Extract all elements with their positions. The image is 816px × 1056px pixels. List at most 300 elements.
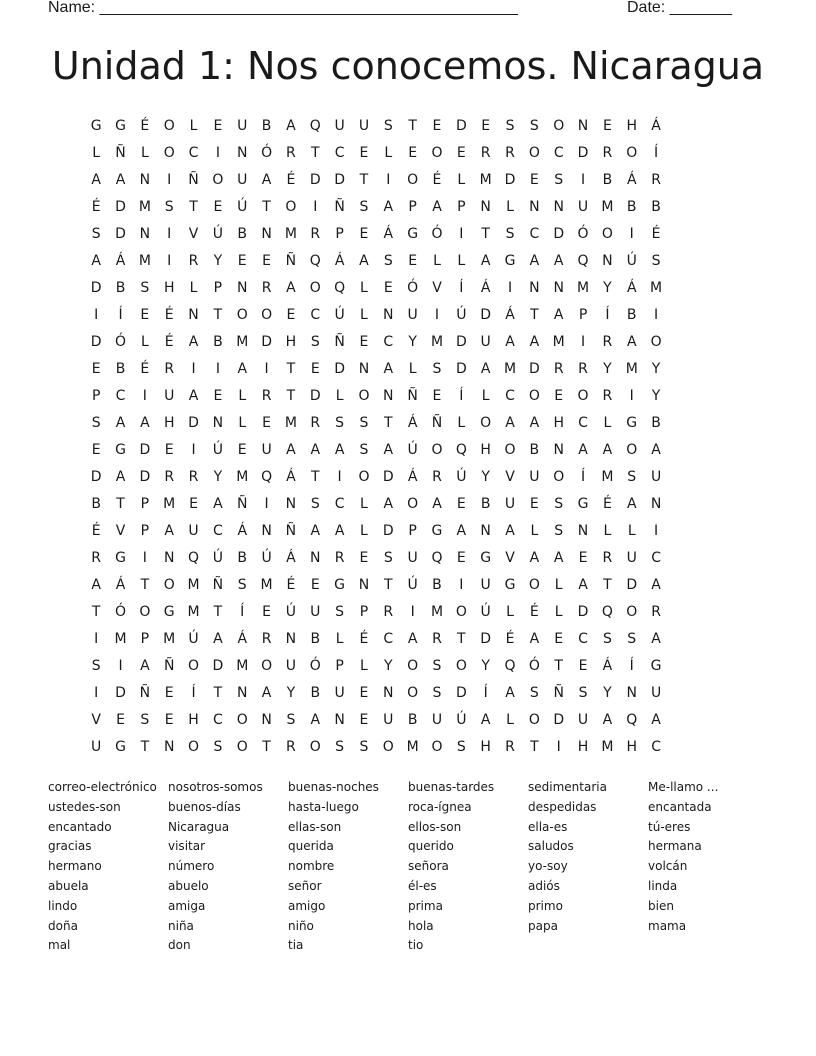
grid-letter: N bbox=[383, 685, 394, 701]
grid-letter: O bbox=[236, 712, 248, 728]
grid-letter: Á bbox=[626, 280, 637, 296]
grid-letter: R bbox=[188, 469, 199, 485]
grid-letter: D bbox=[382, 469, 394, 485]
grid-letter: I bbox=[167, 172, 172, 188]
grid-letter: Q bbox=[431, 550, 443, 566]
grid-letter: L bbox=[360, 496, 368, 512]
grid-letter: S bbox=[505, 118, 515, 134]
grid-letter: R bbox=[310, 415, 321, 431]
grid-letter: E bbox=[359, 712, 369, 728]
name-field: Name: _______________________________________________ bbox=[48, 0, 518, 16]
grid-letter: A bbox=[529, 415, 540, 431]
grid-letter: E bbox=[91, 361, 101, 377]
grid-letter: M bbox=[187, 577, 200, 593]
grid-letter: H bbox=[626, 739, 637, 755]
grid-letter: L bbox=[554, 577, 563, 593]
grid-letter: Ú bbox=[407, 577, 418, 593]
grid-letter: A bbox=[480, 361, 491, 377]
grid-letter: Ñ bbox=[139, 685, 151, 701]
grid-letter: U bbox=[164, 388, 175, 404]
word-list-item: amigo bbox=[288, 898, 326, 913]
grid-letter: Á bbox=[237, 631, 248, 647]
grid-letter: Ú bbox=[188, 631, 199, 647]
grid-letter: G bbox=[504, 577, 516, 593]
word-list-item: sedimentaria bbox=[528, 780, 607, 794]
grid-letter: L bbox=[408, 361, 417, 377]
grid-letter: O bbox=[650, 334, 662, 350]
grid-letter: Ñ bbox=[115, 145, 126, 161]
grid-letter: I bbox=[580, 172, 586, 188]
grid-letter: S bbox=[310, 334, 320, 350]
grid-letter: L bbox=[506, 199, 514, 215]
grid-letter: B bbox=[602, 172, 613, 188]
grid-letter: T bbox=[554, 658, 563, 674]
grid-letter: M bbox=[236, 469, 249, 485]
grid-letter: Á bbox=[286, 550, 296, 566]
grid-letter: Ú bbox=[237, 199, 248, 215]
grid-letter: Í bbox=[459, 280, 464, 296]
grid-letter: S bbox=[554, 523, 564, 539]
grid-letter: D bbox=[577, 145, 589, 161]
grid-letter: A bbox=[115, 415, 126, 431]
grid-letter: A bbox=[383, 199, 394, 215]
word-list-item: abuela bbox=[48, 879, 89, 893]
grid-letter: A bbox=[286, 442, 296, 458]
grid-letter: T bbox=[530, 739, 539, 755]
grid-letter: B bbox=[626, 307, 637, 323]
grid-letter: A bbox=[140, 658, 150, 674]
grid-letter: B bbox=[651, 199, 661, 215]
grid-letter: A bbox=[626, 334, 637, 350]
word-list-item: doña bbox=[48, 918, 78, 933]
grid-letter: O bbox=[236, 307, 248, 323]
grid-letter: A bbox=[529, 550, 540, 566]
grid-letter: A bbox=[505, 523, 515, 539]
grid-letter: A bbox=[553, 307, 564, 323]
grid-letter: S bbox=[627, 631, 637, 647]
grid-letter: Y bbox=[481, 469, 490, 485]
grid-letter: Y bbox=[603, 361, 612, 377]
grid-letter: P bbox=[140, 523, 150, 539]
grid-letter: G bbox=[577, 496, 589, 512]
grid-letter: É bbox=[286, 577, 296, 593]
grid-letter: A bbox=[334, 442, 345, 458]
grid-letter: Ñ bbox=[334, 334, 345, 350]
grid-letter: O bbox=[431, 442, 443, 458]
grid-letter: Ñ bbox=[553, 685, 564, 701]
grid-letter: I bbox=[337, 469, 342, 485]
grid-letter: O bbox=[309, 280, 321, 296]
word-list-item: buenas-noches bbox=[288, 780, 379, 794]
grid-letter: E bbox=[359, 550, 369, 566]
grid-letter: E bbox=[383, 280, 393, 296]
grid-letter: G bbox=[115, 550, 126, 566]
grid-letter: A bbox=[383, 496, 394, 512]
grid-letter: O bbox=[309, 739, 321, 755]
grid-letter: S bbox=[91, 226, 101, 242]
grid-letter: M bbox=[552, 334, 565, 350]
grid-letter: S bbox=[140, 712, 150, 728]
grid-letter: R bbox=[188, 253, 199, 269]
grid-letter: R bbox=[383, 604, 394, 620]
grid-letter: N bbox=[553, 280, 564, 296]
word-list-item: buenos-días bbox=[168, 799, 241, 814]
grid-letter: A bbox=[602, 442, 613, 458]
grid-letter: Ú bbox=[626, 253, 637, 269]
grid-letter: B bbox=[432, 577, 442, 593]
grid-letter: A bbox=[140, 415, 150, 431]
grid-letter: Ú bbox=[212, 226, 224, 242]
grid-letter: Í bbox=[118, 307, 123, 323]
word-list-item: hermano bbox=[48, 859, 102, 874]
grid-letter: Q bbox=[601, 604, 613, 620]
grid-letter: A bbox=[505, 685, 515, 701]
grid-letter: R bbox=[651, 172, 661, 188]
grid-letter: N bbox=[188, 307, 199, 323]
grid-letter: G bbox=[115, 739, 126, 755]
grid-letter: D bbox=[334, 172, 345, 188]
grid-letter: S bbox=[335, 739, 345, 755]
grid-letter: Í bbox=[459, 388, 464, 404]
grid-letter: O bbox=[504, 442, 516, 458]
grid-letter: H bbox=[163, 415, 175, 431]
grid-letter: N bbox=[163, 550, 175, 566]
grid-letter: Ú bbox=[261, 550, 272, 566]
word-list-item: hermana bbox=[648, 839, 702, 854]
grid-row bbox=[84, 329, 744, 356]
grid-letter: D bbox=[455, 334, 467, 350]
grid-letter: I bbox=[264, 361, 269, 377]
grid-letter: L bbox=[140, 334, 149, 350]
grid-letter: I bbox=[215, 361, 220, 377]
grid-letter: A bbox=[529, 631, 540, 647]
grid-letter: Y bbox=[481, 658, 490, 674]
grid-letter: M bbox=[260, 577, 273, 593]
grid-letter: U bbox=[334, 118, 345, 134]
grid-letter: S bbox=[554, 496, 564, 512]
grid-letter: É bbox=[164, 307, 174, 323]
grid-letter: S bbox=[213, 739, 223, 755]
grid-letter: C bbox=[213, 712, 223, 728]
grid-letter: P bbox=[335, 658, 344, 674]
grid-letter: L bbox=[360, 307, 368, 323]
grid-letter: N bbox=[577, 118, 589, 134]
grid-letter: T bbox=[530, 307, 539, 323]
grid-letter: T bbox=[408, 118, 417, 134]
word-list-item: querido bbox=[408, 839, 454, 854]
grid-letter: S bbox=[529, 118, 539, 134]
grid-letter: D bbox=[90, 334, 102, 350]
grid-letter: A bbox=[91, 577, 101, 593]
grid-letter: Á bbox=[626, 172, 637, 188]
grid-letter: R bbox=[310, 226, 321, 242]
grid-letter: N bbox=[285, 631, 297, 647]
grid-letter: C bbox=[383, 631, 394, 647]
grid-letter: M bbox=[138, 199, 151, 215]
grid-letter: U bbox=[650, 469, 662, 485]
grid-letter: I bbox=[654, 523, 659, 539]
grid-letter: N bbox=[212, 415, 224, 431]
grid-letter: Á bbox=[115, 253, 126, 269]
grid-letter: I bbox=[459, 226, 464, 242]
word-list-item: linda bbox=[648, 879, 678, 893]
grid-letter: R bbox=[553, 361, 564, 377]
grid-letter: Q bbox=[626, 712, 638, 728]
grid-letter: M bbox=[406, 739, 419, 755]
grid-letter: U bbox=[261, 442, 272, 458]
grid-letter: H bbox=[163, 280, 175, 296]
grid-letter: O bbox=[261, 658, 273, 674]
grid-letter: N bbox=[358, 577, 370, 593]
grid-letter: D bbox=[334, 361, 345, 377]
grid-letter: S bbox=[359, 442, 369, 458]
word-list-item: adiós bbox=[528, 879, 560, 893]
grid-letter: Ó bbox=[309, 658, 321, 674]
grid-letter: O bbox=[188, 658, 200, 674]
grid-letter: O bbox=[601, 226, 613, 242]
grid-letter: E bbox=[213, 388, 223, 404]
grid-letter: B bbox=[626, 199, 637, 215]
grid-letter: Í bbox=[605, 307, 610, 323]
grid-letter: N bbox=[261, 523, 272, 539]
grid-letter: E bbox=[359, 226, 369, 242]
grid-letter: L bbox=[627, 523, 636, 539]
grid-letter: Ó bbox=[261, 145, 273, 161]
grid-letter: B bbox=[91, 496, 101, 512]
grid-letter: C bbox=[334, 496, 345, 512]
grid-row bbox=[84, 194, 744, 221]
grid-letter: A bbox=[359, 253, 369, 269]
grid-letter: E bbox=[359, 334, 369, 350]
grid-letter: D bbox=[455, 685, 467, 701]
grid-letter: Ñ bbox=[407, 388, 418, 404]
grid-letter: E bbox=[237, 442, 247, 458]
grid-letter: T bbox=[359, 172, 369, 188]
word-list-item: ellos-son bbox=[408, 819, 462, 834]
grid-letter: L bbox=[384, 145, 393, 161]
grid-letter: U bbox=[237, 172, 248, 188]
grid-letter: I bbox=[167, 226, 172, 242]
grid-letter: A bbox=[432, 199, 442, 215]
grid-letter: U bbox=[285, 658, 297, 674]
grid-letter: O bbox=[553, 118, 565, 134]
grid-letter: S bbox=[627, 469, 637, 485]
grid-letter: Q bbox=[504, 658, 516, 674]
grid-letter: Í bbox=[629, 658, 634, 674]
word-list-item: ella-es bbox=[528, 819, 568, 834]
grid-letter: E bbox=[456, 496, 466, 512]
grid-letter: Ú bbox=[285, 604, 297, 620]
grid-letter: U bbox=[407, 307, 418, 323]
grid-letter: E bbox=[456, 550, 466, 566]
grid-letter: T bbox=[262, 739, 271, 755]
grid-letter: Ó bbox=[577, 226, 589, 242]
grid-letter: Ó bbox=[115, 334, 127, 350]
grid-letter: A bbox=[383, 442, 394, 458]
grid-letter: I bbox=[459, 577, 464, 593]
grid-letter: Q bbox=[455, 442, 467, 458]
grid-letter: A bbox=[578, 442, 588, 458]
grid-letter: Y bbox=[651, 388, 661, 404]
grid-letter: O bbox=[431, 739, 443, 755]
grid-letter: E bbox=[116, 712, 125, 728]
grid-letter: D bbox=[553, 226, 565, 242]
grid-letter: A bbox=[602, 712, 613, 728]
grid-letter: Á bbox=[480, 280, 491, 296]
grid-letter: E bbox=[481, 118, 491, 134]
grid-letter: T bbox=[213, 685, 223, 701]
grid-letter: E bbox=[432, 118, 442, 134]
grid-letter: D bbox=[528, 361, 540, 377]
grid-letter: N bbox=[285, 496, 297, 512]
grid-letter: C bbox=[115, 388, 126, 404]
grid-letter: C bbox=[553, 145, 564, 161]
grid-letter: N bbox=[553, 199, 564, 215]
grid-letter: U bbox=[480, 334, 491, 350]
grid-row bbox=[84, 599, 744, 626]
word-list-item: abuelo bbox=[168, 879, 209, 893]
grid-letter: U bbox=[188, 523, 199, 539]
grid-letter: N bbox=[163, 739, 175, 755]
grid-letter: R bbox=[602, 145, 613, 161]
grid-letter: Ó bbox=[528, 658, 540, 674]
grid-letter: O bbox=[455, 604, 467, 620]
grid-letter: E bbox=[262, 253, 271, 269]
grid-letter: Ú bbox=[407, 442, 418, 458]
word-list-item: mal bbox=[48, 938, 71, 953]
grid-letter: I bbox=[313, 199, 318, 215]
grid-letter: A bbox=[480, 253, 491, 269]
grid-letter: P bbox=[140, 631, 150, 647]
grid-letter: I bbox=[94, 307, 99, 323]
grid-row bbox=[84, 383, 744, 410]
grid-letter: A bbox=[505, 415, 515, 431]
grid-letter: A bbox=[432, 496, 442, 512]
grid-letter: C bbox=[578, 631, 588, 647]
grid-letter: Á bbox=[115, 577, 126, 593]
grid-letter: O bbox=[163, 118, 175, 134]
grid-letter: E bbox=[432, 388, 442, 404]
grid-letter: D bbox=[261, 334, 272, 350]
grid-row bbox=[84, 626, 744, 653]
grid-letter: S bbox=[383, 550, 393, 566]
grid-letter: É bbox=[359, 631, 369, 647]
grid-letter: I bbox=[434, 307, 440, 323]
grid-letter: T bbox=[213, 307, 223, 323]
grid-letter: S bbox=[602, 631, 612, 647]
grid-letter: V bbox=[91, 712, 101, 728]
grid-letter: T bbox=[213, 604, 223, 620]
grid-letter: B bbox=[529, 442, 540, 458]
grid-letter: O bbox=[261, 307, 273, 323]
grid-letter: R bbox=[602, 550, 613, 566]
grid-letter: I bbox=[629, 226, 634, 242]
grid-row bbox=[84, 545, 744, 572]
grid-letter: D bbox=[212, 658, 224, 674]
grid-letter: O bbox=[212, 172, 224, 188]
grid-letter: E bbox=[310, 577, 320, 593]
grid-letter: H bbox=[577, 739, 589, 755]
grid-letter: D bbox=[504, 172, 516, 188]
grid-letter: P bbox=[213, 280, 223, 296]
grid-letter: D bbox=[115, 226, 126, 242]
word-list-item: volcán bbox=[648, 859, 688, 874]
grid-letter: S bbox=[432, 361, 442, 377]
grid-letter: Q bbox=[309, 253, 321, 269]
grid-letter: A bbox=[553, 550, 564, 566]
grid-letter: I bbox=[142, 388, 147, 404]
word-list-item: él-es bbox=[408, 879, 437, 893]
grid-letter: O bbox=[553, 469, 565, 485]
grid-letter: M bbox=[430, 334, 444, 350]
grid-letter: N bbox=[626, 685, 637, 701]
word-list-item: encantada bbox=[648, 799, 712, 814]
grid-letter: I bbox=[167, 253, 172, 269]
grid-letter: S bbox=[164, 199, 174, 215]
grid-letter: L bbox=[360, 523, 368, 539]
word-list-item: roca-ígnea bbox=[408, 799, 472, 814]
grid-letter: U bbox=[237, 118, 248, 134]
grid-letter: G bbox=[115, 442, 126, 458]
grid-letter: Ú bbox=[212, 442, 224, 458]
grid-letter: É bbox=[651, 226, 661, 242]
grid-letter: M bbox=[187, 604, 200, 620]
grid-letter: D bbox=[577, 604, 589, 620]
grid-row bbox=[84, 680, 744, 707]
grid-letter: Á bbox=[407, 415, 418, 431]
grid-letter: R bbox=[164, 361, 175, 377]
date-field: Date: _______ bbox=[627, 0, 732, 16]
grid-letter: Ú bbox=[480, 604, 491, 620]
grid-letter: D bbox=[626, 577, 638, 593]
grid-letter: M bbox=[114, 631, 127, 647]
grid-letter: D bbox=[139, 469, 151, 485]
grid-letter: B bbox=[261, 118, 272, 134]
grid-letter: R bbox=[261, 631, 272, 647]
grid-letter: M bbox=[479, 172, 492, 188]
grid-letter: O bbox=[455, 658, 467, 674]
grid-letter: L bbox=[189, 280, 198, 296]
grid-letter: Ú bbox=[456, 469, 467, 485]
grid-letter: H bbox=[626, 118, 637, 134]
grid-row bbox=[84, 248, 744, 275]
grid-letter: U bbox=[504, 496, 516, 512]
grid-letter: N bbox=[236, 145, 248, 161]
grid-letter: R bbox=[261, 280, 272, 296]
grid-letter: E bbox=[578, 550, 588, 566]
grid-letter: S bbox=[237, 577, 247, 593]
word-list-item: saludos bbox=[528, 839, 574, 854]
grid-letter: S bbox=[383, 118, 393, 134]
grid-letter: A bbox=[188, 334, 199, 350]
grid-letter: A bbox=[529, 334, 540, 350]
grid-letter: S bbox=[91, 658, 101, 674]
grid-letter: C bbox=[334, 145, 345, 161]
grid-letter: Q bbox=[309, 118, 321, 134]
grid-letter: M bbox=[601, 199, 614, 215]
grid-letter: R bbox=[432, 631, 442, 647]
grid-letter: U bbox=[310, 604, 321, 620]
grid-letter: É bbox=[602, 496, 612, 512]
grid-letter: E bbox=[140, 307, 150, 323]
grid-letter: V bbox=[505, 550, 515, 566]
grid-letter: S bbox=[359, 739, 369, 755]
word-list-item: niña bbox=[168, 918, 194, 933]
grid-letter: S bbox=[529, 685, 539, 701]
grid-letter: R bbox=[651, 604, 661, 620]
grid-letter: T bbox=[189, 199, 198, 215]
grid-letter: B bbox=[407, 712, 418, 728]
